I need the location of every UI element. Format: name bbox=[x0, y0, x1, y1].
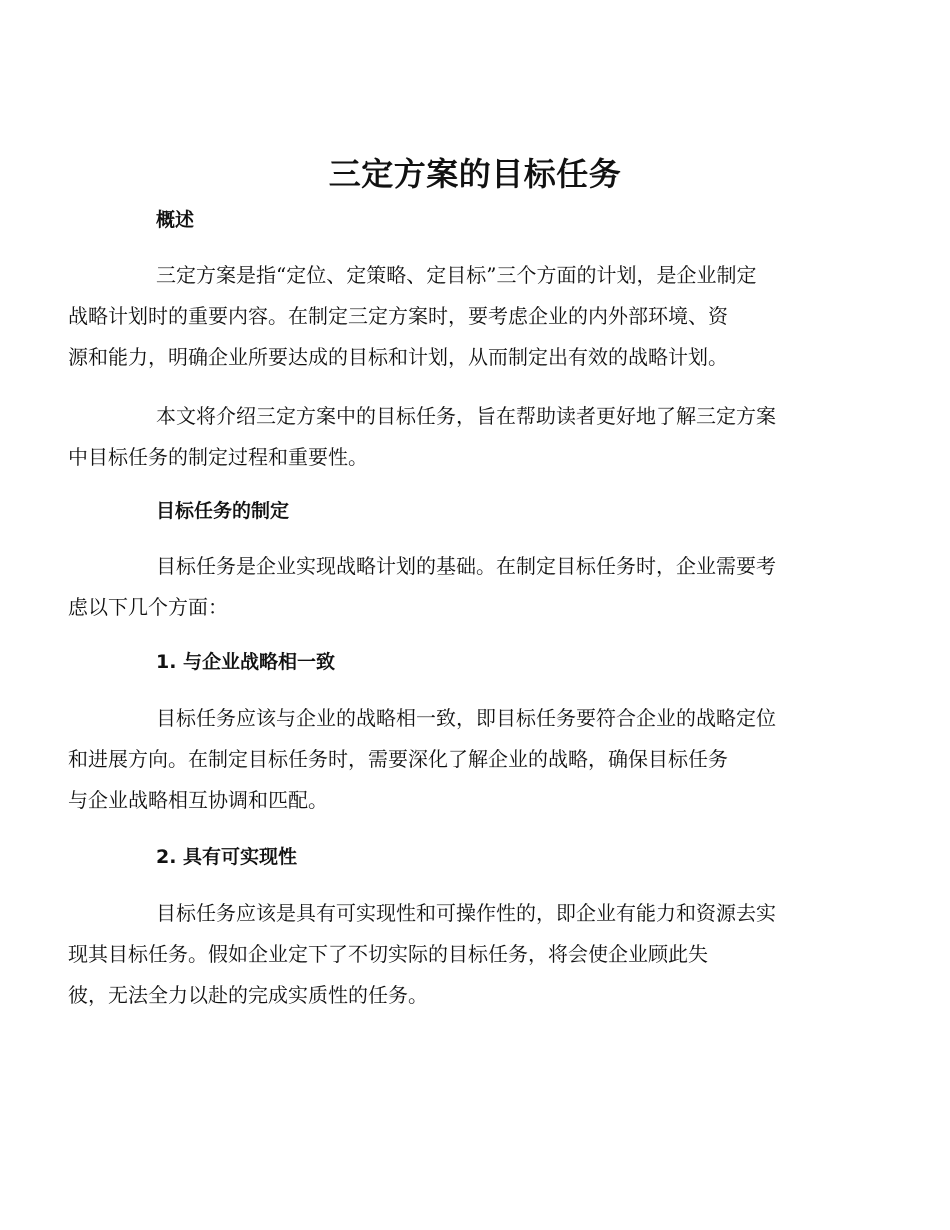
section-heading-overview: 概述 bbox=[156, 209, 195, 231]
text-line: 源和能力，明确企业所要达成的目标和计划，从而制定出有效的战略计划。 bbox=[68, 345, 728, 369]
text-line: 虑以下几个方面： bbox=[68, 595, 228, 619]
section-heading-strategy-alignment: 1. 与企业战略相一致 bbox=[156, 651, 336, 673]
paragraph-overview-2 bbox=[68, 396, 834, 478]
paragraph-feasibility bbox=[68, 893, 834, 1016]
text-line: 和进展方向。在制定目标任务时，需要深化了解企业的战略，确保目标任务 bbox=[68, 747, 728, 771]
section-heading-feasibility: 2. 具有可实现性 bbox=[156, 846, 298, 868]
text-line: 中目标任务的制定过程和重要性。 bbox=[68, 445, 368, 469]
text-line: 三定方案是指“定位、定策略、定目标”三个方面的计划，是企业制定 bbox=[156, 263, 757, 287]
paragraph-strategy-alignment bbox=[68, 698, 834, 821]
section-heading-goal-setting: 目标任务的制定 bbox=[156, 500, 290, 522]
text-line: 现其目标任务。假如企业定下了不切实际的目标任务，将会使企业顾此失 bbox=[68, 942, 708, 966]
text-line: 目标任务是企业实现战略计划的基础。在制定目标任务时，企业需要考 bbox=[156, 554, 776, 578]
text-line: 目标任务应该是具有可实现性和可操作性的，即企业有能力和资源去实 bbox=[156, 901, 776, 925]
text-line: 目标任务应该与企业的战略相一致，即目标任务要符合企业的战略定位 bbox=[156, 706, 776, 730]
paragraph-overview-1 bbox=[68, 255, 834, 378]
paragraph-goal-setting bbox=[68, 546, 834, 628]
text-line: 与企业战略相互协调和匹配。 bbox=[68, 788, 328, 812]
document-title: 三定方案的目标任务 bbox=[328, 155, 622, 193]
text-line: 本文将介绍三定方案中的目标任务，旨在帮助读者更好地了解三定方案 bbox=[156, 404, 776, 428]
text-line: 战略计划时的重要内容。在制定三定方案时，要考虑企业的内外部环境、资 bbox=[68, 304, 728, 328]
text-line: 彼，无法全力以赴的完成实质性的任务。 bbox=[68, 983, 428, 1007]
